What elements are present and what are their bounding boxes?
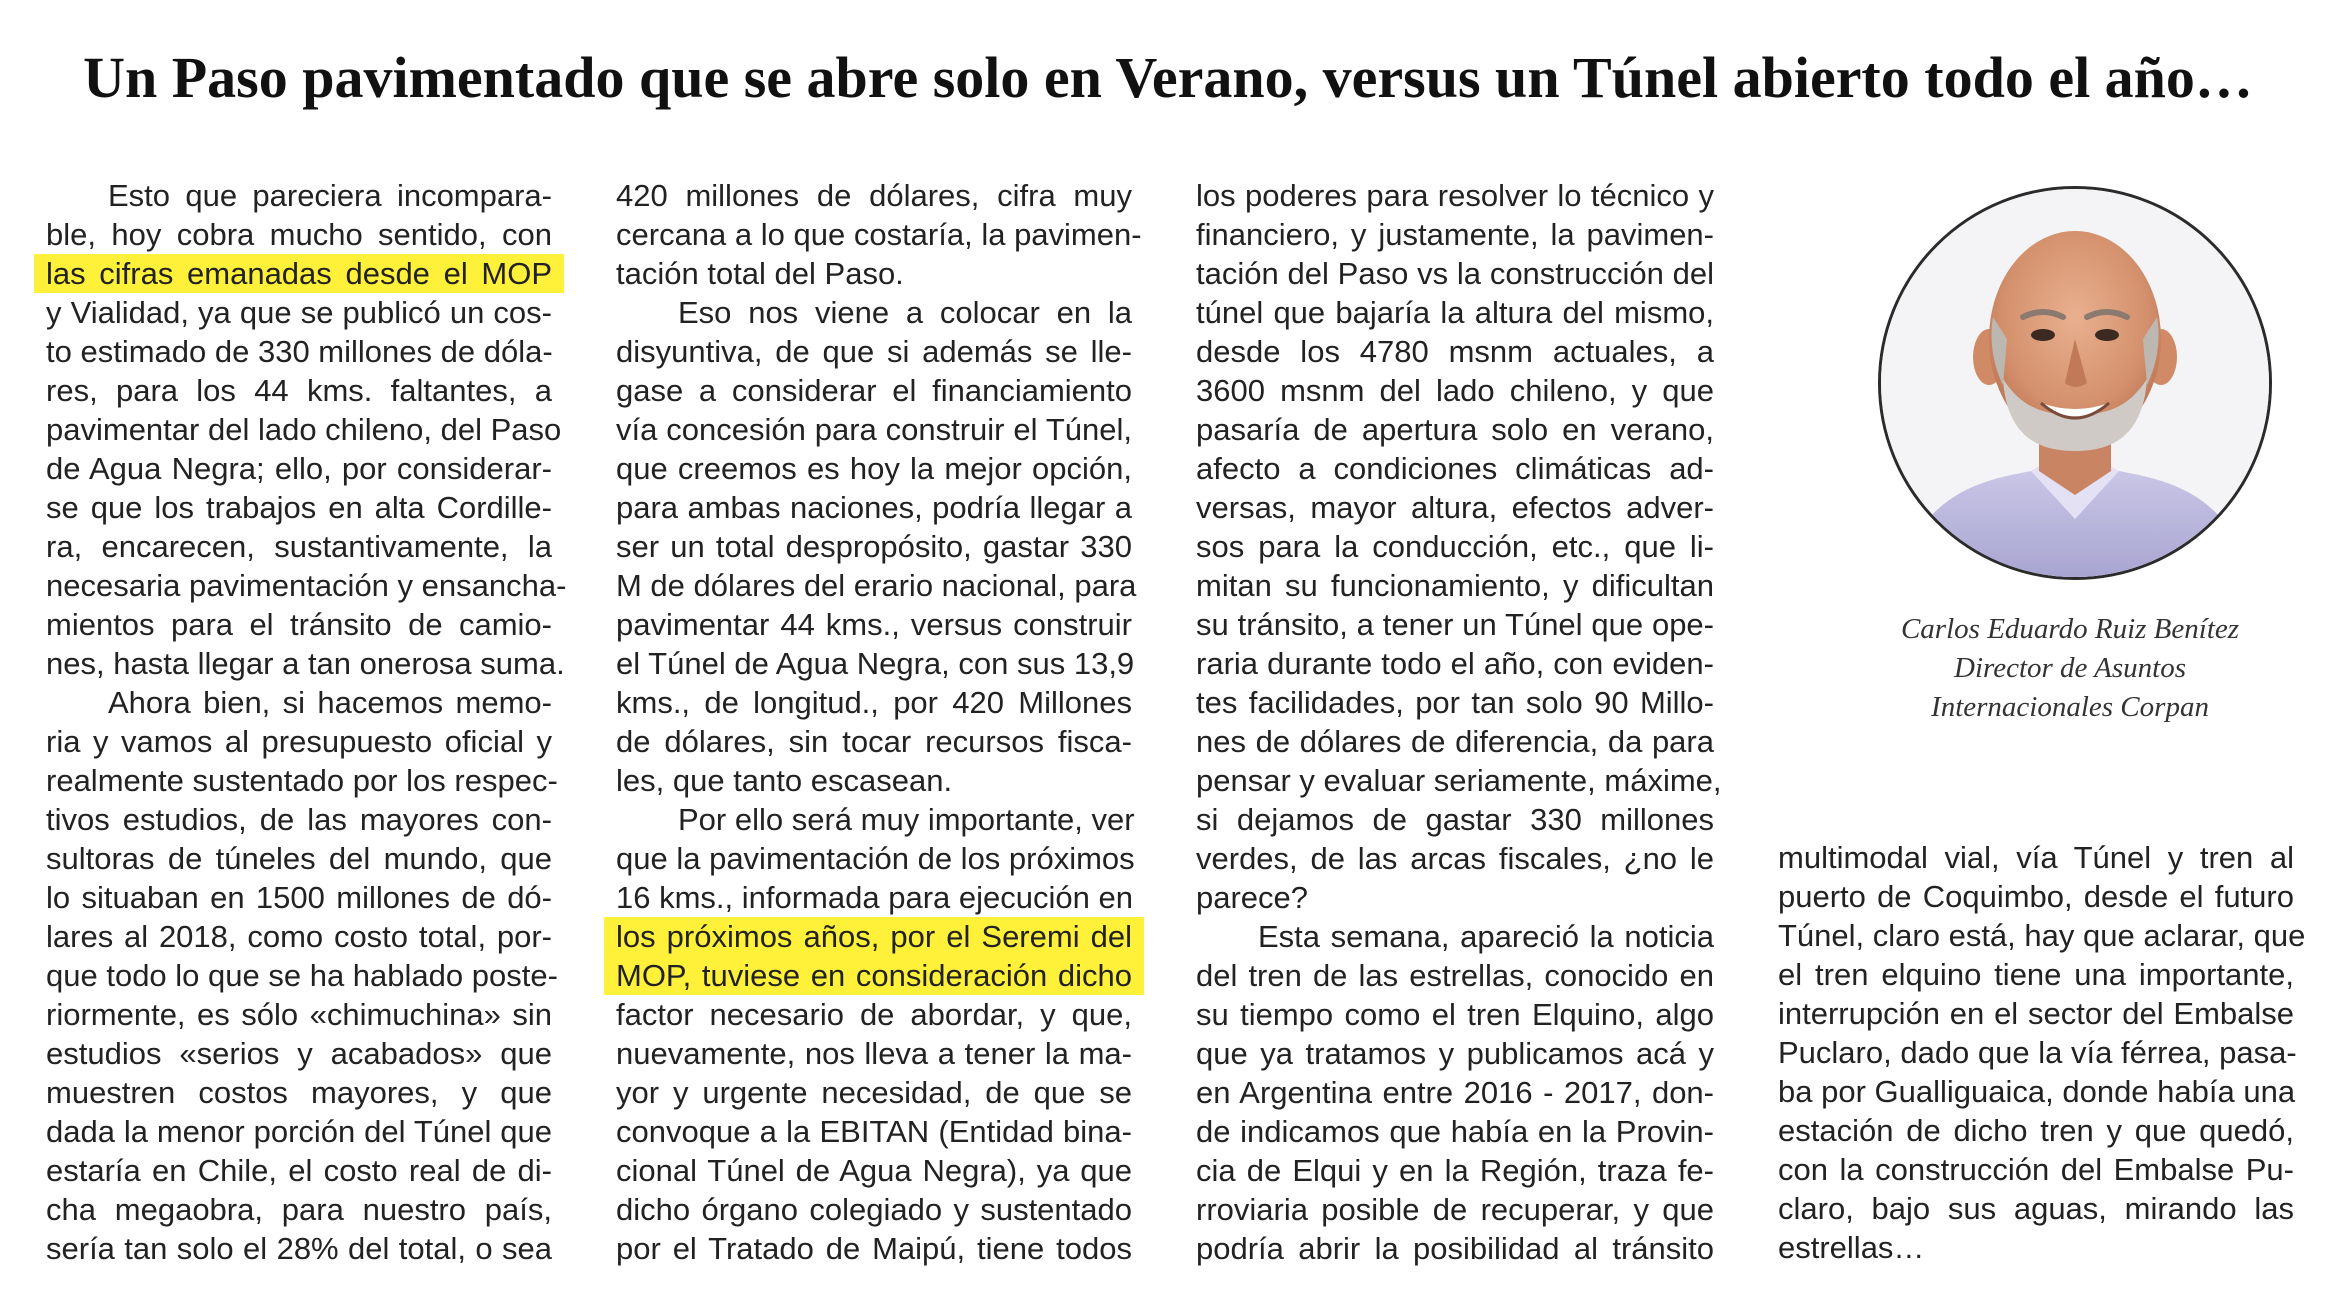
text-line: que creemos es hoy la mejor opción, [616, 451, 1132, 486]
text-line: desde los 4780 msnm actuales, a [1196, 334, 1714, 369]
text-line: factor necesario de abordar, y que, [616, 997, 1132, 1032]
text-line: parece? [1196, 880, 1309, 915]
text-line: disyuntiva, de que si además se lle- [616, 334, 1132, 369]
text-line: lares al 2018, como costo total, por- [46, 919, 552, 954]
text-line: 16 kms., informada para ejecución en [616, 880, 1133, 915]
text-line: necesaria pavimentación y ensancha- [46, 568, 567, 603]
text-line: para ambas naciones, podría llegar a [616, 490, 1132, 525]
text-line: ser un total despropósito, gastar 330 [616, 529, 1132, 564]
text-line: cia de Elqui y en la Región, traza fe- [1196, 1153, 1714, 1188]
text-line: rroviaria posible de recuperar, y que [1196, 1192, 1714, 1227]
text-line: Por ello será muy importante, ver [678, 802, 1135, 837]
text-line: convoque a la EBITAN (Entidad bina- [616, 1114, 1132, 1149]
text-line: financiero, y justamente, la pavimen- [1196, 217, 1714, 252]
text-line: estación de dicho tren y que quedó, [1778, 1113, 2294, 1148]
text-line: mientos para el tránsito de camio- [46, 607, 552, 642]
text-line: 3600 msnm del lado chileno, y que [1196, 373, 1714, 408]
text-line: muestren costos mayores, y que [46, 1075, 552, 1110]
text-line: estaría en Chile, el costo real de di- [46, 1153, 552, 1188]
text-line: multimodal vial, vía Túnel y tren al [1778, 840, 2294, 875]
text-line: claro, bajo sus aguas, mirando las [1778, 1191, 2294, 1226]
text-line: raria durante todo el año, con eviden- [1196, 646, 1714, 681]
text-line: estudios «serios y acabados» que [46, 1036, 552, 1071]
text-line: sería tan solo el 28% del total, o sea [46, 1231, 552, 1266]
text-line: que todo lo que se ha hablado poste- [46, 958, 558, 993]
text-line: Eso nos viene a colocar en la [678, 295, 1132, 330]
text-line: ria y vamos al presupuesto oficial y [46, 724, 552, 759]
text-line: ba por Gualliguaica, donde había una [1778, 1074, 2296, 1109]
text-line: tes facilidades, por tan solo 90 Millo- [1196, 685, 1714, 720]
article-column-2 [616, 176, 1142, 1268]
text-line: yor y urgente necesidad, de que se [616, 1075, 1132, 1110]
text-line: Túnel, claro está, hay que aclarar, que [1778, 918, 2306, 953]
author-name: Carlos Eduardo Ruiz Benítez [1900, 613, 2240, 645]
text-line: y Vialidad, ya que se publicó un cos- [46, 295, 552, 330]
text-line: estrellas… [1778, 1230, 1925, 1265]
text-line: puerto de Coquimbo, desde el futuro [1778, 879, 2294, 914]
article-column-4 [1778, 838, 2306, 1267]
text-line: M de dólares del erario nacional, para [616, 568, 1137, 603]
text-line: sos para la conducción, etc., que li- [1196, 529, 1714, 564]
text-line: en Argentina entre 2016 - 2017, don- [1196, 1075, 1714, 1110]
text-line: Esta semana, apareció la noticia [1258, 919, 1714, 954]
highlighted-text-line: los próximos años, por el Seremi del [604, 917, 1144, 956]
text-line: si dejamos de gastar 330 millones [1196, 802, 1714, 837]
text-line: res, para los 44 kms. faltantes, a [46, 373, 552, 408]
text-line: cha megaobra, para nuestro país, [46, 1192, 552, 1227]
text-line: el Túnel de Agua Negra, con sus 13,9 [616, 646, 1135, 681]
highlighted-text-line: las cifras emanadas desde el MOP [34, 254, 564, 293]
text-line: de Agua Negra; ello, por considerar- [46, 451, 552, 486]
text-line: dada la menor porción del Túnel que [46, 1114, 552, 1149]
text-line: Puclaro, dado que la vía férrea, pasa- [1778, 1035, 2297, 1070]
text-line: vía concesión para construir el Túnel, [616, 412, 1132, 447]
text-line: su tránsito, a tener un Túnel que ope- [1196, 607, 1714, 642]
text-line: lo situaban en 1500 millones de dó- [46, 880, 552, 915]
text-line: afecto a condiciones climáticas ad- [1196, 451, 1714, 486]
text-line: su tiempo como el tren Elquino, algo [1196, 997, 1714, 1032]
text-line: Esto que pareciera incompara- [108, 178, 552, 213]
text-line: con la construcción del Embalse Pu- [1778, 1152, 2294, 1187]
author-role-line-2: Internacionales Corpan [1931, 691, 2209, 723]
text-line: sultoras de túneles del mundo, que [46, 841, 552, 876]
text-line: pasaría de apertura solo en verano, [1196, 412, 1714, 447]
text-line: cional Túnel de Agua Negra), ya que [616, 1153, 1132, 1188]
text-line: de dólares, sin tocar recursos fisca- [616, 724, 1132, 759]
text-line: mitan su funcionamiento, y dificultan [1196, 568, 1714, 603]
article-column-1 [46, 176, 567, 1268]
text-line: se que los trabajos en alta Cordille- [46, 490, 552, 525]
author-caption [1820, 610, 2320, 727]
text-line: de indicamos que había en la Provin- [1196, 1114, 1714, 1149]
text-line: túnel que bajaría la altura del mismo, [1196, 295, 1714, 330]
text-line: ble, hoy cobra mucho sentido, con [46, 217, 552, 252]
text-line: nes de dólares de diferencia, da para [1196, 724, 1714, 759]
author-portrait [1878, 186, 2272, 580]
text-line: ra, encarecen, sustantivamente, la [46, 529, 552, 564]
text-line: pavimentar 44 kms., versus construir [616, 607, 1132, 642]
text-line: versas, mayor altura, efectos adver- [1196, 490, 1714, 525]
highlighted-text-line: MOP, tuviese en consideración dicho [604, 956, 1144, 995]
text-line: tivos estudios, de las mayores con- [46, 802, 552, 837]
article-headline: Un Paso pavimentado que se abre solo en Verano, versus un Túnel abierto todo el año… [83, 45, 2253, 110]
author-role-line-1: Director de Asuntos [1954, 652, 2186, 684]
text-line: por el Tratado de Maipú, tiene todos [616, 1231, 1132, 1266]
text-line: Ahora bien, si hacemos memo- [108, 685, 552, 720]
text-line: dicho órgano colegiado y sustentado [616, 1192, 1132, 1227]
text-line: interrupción en el sector del Embalse [1778, 996, 2294, 1031]
text-line: que ya tratamos y publicamos acá y [1196, 1036, 1714, 1071]
text-line: pavimentar del lado chileno, del Paso [46, 412, 562, 447]
text-line: que la pavimentación de los próximos [616, 841, 1135, 876]
text-line: cercana a lo que costaría, la pavimen- [616, 217, 1142, 252]
text-line: nuevamente, nos lleva a tener la ma- [616, 1036, 1132, 1071]
text-line: podría abrir la posibilidad al tránsito [1196, 1231, 1714, 1266]
text-line: gase a considerar el financiamiento [616, 373, 1132, 408]
text-line: 420 millones de dólares, cifra muy [616, 178, 1132, 213]
text-line: tación del Paso vs la construcción del [1196, 256, 1714, 291]
text-line: el tren elquino tiene una importante, [1778, 957, 2294, 992]
text-line: tación total del Paso. [616, 256, 904, 291]
text-line: realmente sustentado por los respec- [46, 763, 558, 798]
text-line: to estimado de 330 millones de dóla- [46, 334, 553, 369]
text-line: kms., de longitud., por 420 Millones [616, 685, 1132, 720]
article-column-3 [1196, 176, 1722, 1268]
text-line: pensar y evaluar seriamente, máxime, [1196, 763, 1722, 798]
text-line: verdes, de las arcas fiscales, ¿no le [1196, 841, 1714, 876]
text-line: riormente, es sólo «chimuchina» sin [46, 997, 552, 1032]
text-line: los poderes para resolver lo técnico y [1196, 178, 1714, 213]
text-line: nes, hasta llegar a tan onerosa suma. [46, 646, 565, 681]
text-line: del tren de las estrellas, conocido en [1196, 958, 1714, 993]
author-portrait-illustration [1881, 189, 2269, 577]
text-line: les, que tanto escasean. [616, 763, 953, 798]
